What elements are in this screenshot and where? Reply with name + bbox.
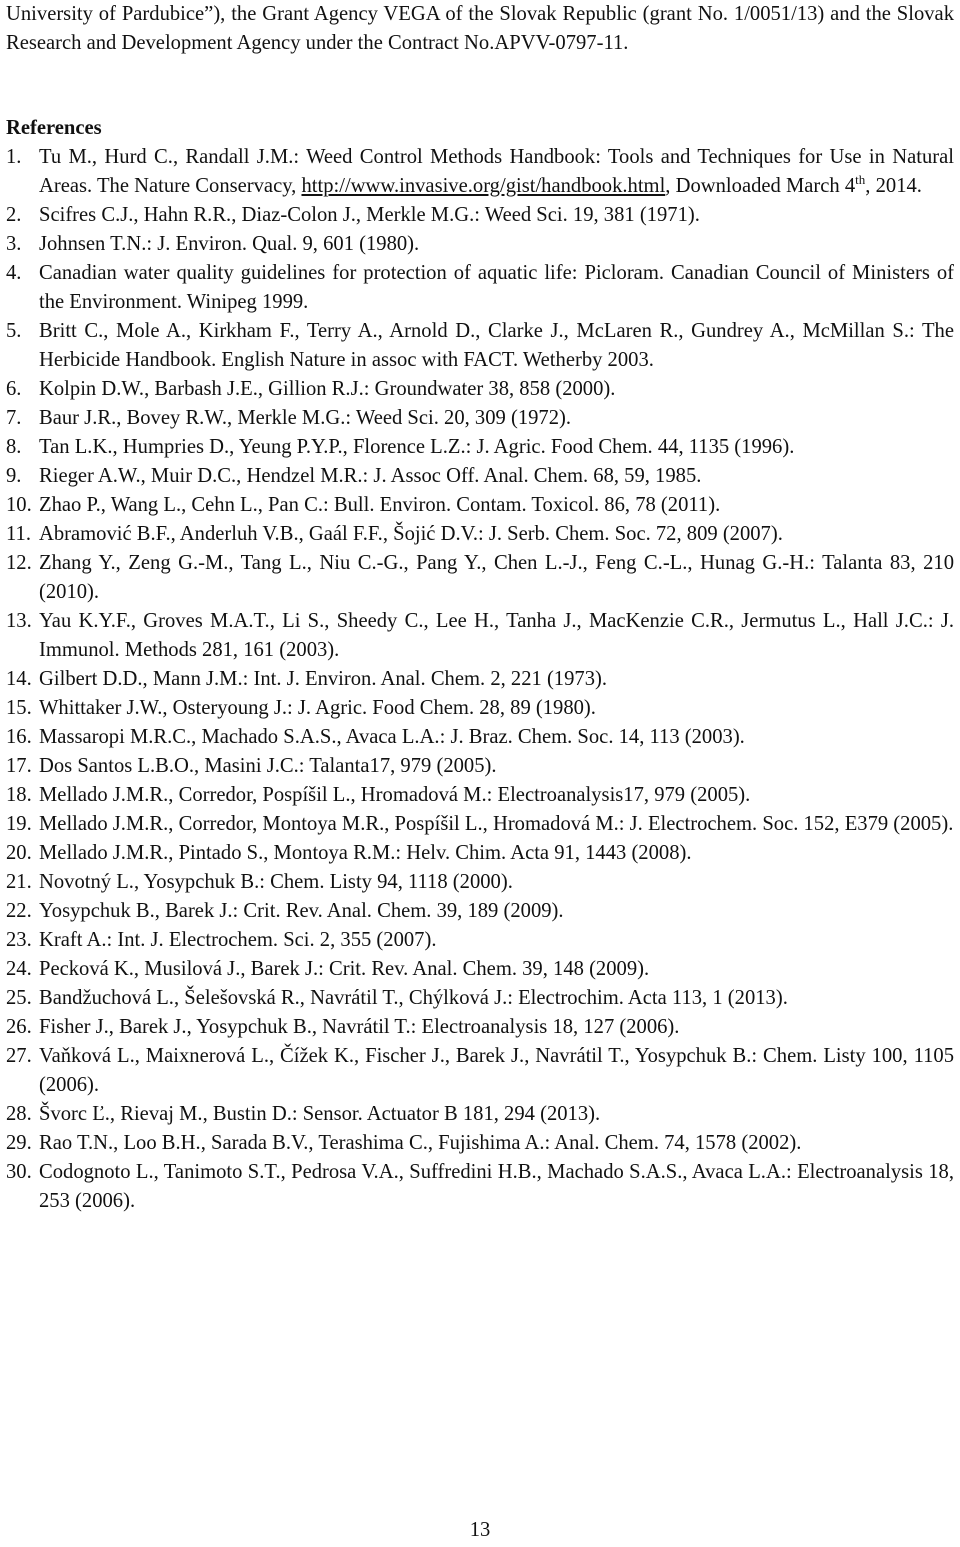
reference-number: 19. (6, 813, 32, 835)
reference-item (6, 317, 954, 375)
reference-number: 9. (6, 465, 22, 487)
reference-text: Tu M., Hurd C., Randall J.M.: Weed Control Methods Handbook: Tools and Techniques for Use in Natural Areas. The Nature Conservacy, (39, 146, 954, 197)
reference-text: Scifres C.J., Hahn R.R., Diaz-Colon J., Merkle M.G.: Weed Sci. 19, 381 (1971). (39, 204, 700, 226)
reference-text: Whittaker J.W., Osteryoung J.: J. Agric. Food Chem. 28, 89 (1980). (39, 697, 596, 719)
reference-number: 28. (6, 1103, 32, 1125)
reference-text: Britt C., Mole A., Kirkham F., Terry A., Arnold D., Clarke J., McLaren R., Gundrey A., McMillan S.: The Herbicide Handbook. English Nature in assoc with FACT. Wetherby 2003. (39, 320, 954, 371)
reference-number: 25. (6, 987, 32, 1009)
reference-item (6, 723, 954, 752)
reference-item (6, 781, 954, 810)
reference-item (6, 520, 954, 549)
reference-item (6, 897, 954, 926)
reference-text: Rieger A.W., Muir D.C., Hendzel M.R.: J. Assoc Off. Anal. Chem. 68, 59, 1985. (39, 465, 702, 487)
reference-item (6, 375, 954, 404)
reference-number: 20. (6, 842, 32, 864)
reference-text: Mellado J.M.R., Pintado S., Montoya R.M.: Helv. Chim. Acta 91, 1443 (2008). (39, 842, 692, 864)
reference-item (6, 810, 954, 839)
reference-number: 8. (6, 436, 22, 458)
reference-item (6, 694, 954, 723)
reference-text: Canadian water quality guidelines for protection of aquatic life: Picloram. Canadian Council of Ministers of the Environment. Winipeg 1999. (39, 262, 954, 313)
reference-text: Abramović B.F., Anderluh V.B., Gaál F.F., Šojić D.V.: J. Serb. Chem. Soc. 72, 809 (2007). (39, 523, 783, 545)
reference-number: 10. (6, 494, 32, 516)
reference-text: Rao T.N., Loo B.H., Sarada B.V., Terashima C., Fujishima A.: Anal. Chem. 74, 1578 (2002). (39, 1132, 802, 1154)
reference-text: Pecková K., Musilová J., Barek J.: Crit. Rev. Anal. Chem. 39, 148 (2009). (39, 958, 650, 980)
reference-item (6, 665, 954, 694)
reference-number: 15. (6, 697, 32, 719)
ordinal-suffix: th (855, 172, 866, 188)
reference-text: Švorc Ľ., Rievaj M., Bustin D.: Sensor. Actuator B 181, 294 (2013). (39, 1103, 601, 1125)
reference-text: Novotný L., Yosypchuk B.: Chem. Listy 94, 1118 (2000). (39, 871, 513, 893)
reference-text: Bandžuchová L., Šelešovská R., Navrátil T., Chýlková J.: Electrochim. Acta 113, 1 (2013). (39, 987, 788, 1009)
reference-item (6, 201, 954, 230)
reference-number: 13. (6, 610, 32, 632)
reference-number: 1. (6, 146, 22, 168)
reference-number: 27. (6, 1045, 32, 1067)
reference-item (6, 984, 954, 1013)
reference-number: 22. (6, 900, 32, 922)
reference-item (6, 549, 954, 607)
reference-item (6, 462, 954, 491)
reference-item (6, 868, 954, 897)
reference-number: 17. (6, 755, 32, 777)
page-number: 13 (469, 1519, 491, 1541)
reference-text: Mellado J.M.R., Corredor, Pospíšil L., Hromadová M.: Electroanalysis17, 979 (2005). (39, 784, 751, 806)
reference-number: 30. (6, 1161, 32, 1183)
reference-item (6, 1042, 954, 1100)
reference-number: 18. (6, 784, 32, 806)
reference-text: Kolpin D.W., Barbash J.E., Gillion R.J.: Groundwater 38, 858 (2000). (39, 378, 616, 400)
reference-number: 26. (6, 1016, 32, 1038)
reference-item (6, 143, 954, 201)
reference-item (6, 839, 954, 868)
reference-list (6, 143, 954, 1216)
reference-text: Kraft A.: Int. J. Electrochem. Sci. 2, 355 (2007). (39, 929, 437, 951)
reference-text: Dos Santos L.B.O., Masini J.C.: Talanta17, 979 (2005). (39, 755, 497, 777)
reference-item (6, 1013, 954, 1042)
reference-item (6, 955, 954, 984)
reference-text: Yau K.Y.F., Groves M.A.T., Li S., Sheedy C., Lee H., Tanha J., MacKenzie C.R., Jermutus L., Hall J.C.: J. Immunol. Methods 281, 161 (2003). (39, 610, 954, 661)
reference-text: Zhao P., Wang L., Cehn L., Pan C.: Bull. Environ. Contam. Toxicol. 86, 78 (2011). (39, 494, 721, 516)
reference-text: Tan L.K., Humpries D., Yeung P.Y.P., Florence L.Z.: J. Agric. Food Chem. 44, 1135 (1996). (39, 436, 795, 458)
reference-number: 24. (6, 958, 32, 980)
reference-number: 7. (6, 407, 22, 429)
reference-text: Johnsen T.N.: J. Environ. Qual. 9, 601 (1980). (39, 233, 420, 255)
reference-number: 21. (6, 871, 32, 893)
reference-link[interactable]: http://www.invasive.org/gist/handbook.html (301, 175, 666, 197)
reference-text: Fisher J., Barek J., Yosypchuk B., Navrátil T.: Electroanalysis 18, 127 (2006). (39, 1016, 680, 1038)
reference-text: Mellado J.M.R., Corredor, Montoya M.R., Pospíšil L., Hromadová M.: J. Electrochem. Soc. 152, E379 (2005). (39, 813, 954, 835)
reference-text-end: , 2014. (865, 175, 922, 197)
reference-item (6, 926, 954, 955)
reference-number: 16. (6, 726, 32, 748)
reference-number: 23. (6, 929, 32, 951)
reference-number: 11. (6, 523, 31, 545)
reference-item (6, 230, 954, 259)
reference-number: 6. (6, 378, 22, 400)
reference-item (6, 259, 954, 317)
reference-text: Vaňková L., Maixnerová L., Čížek K., Fischer J., Barek J., Navrátil T., Yosypchuk B.: Chem. Listy 100, 1105 (2006). (39, 1045, 954, 1096)
reference-item (6, 1129, 954, 1158)
reference-number: 3. (6, 233, 22, 255)
reference-text: Yosypchuk B., Barek J.: Crit. Rev. Anal. Chem. 39, 189 (2009). (39, 900, 564, 922)
references-heading: References (6, 117, 102, 139)
reference-number: 4. (6, 262, 22, 284)
reference-text: Codognoto L., Tanimoto S.T., Pedrosa V.A., Suffredini H.B., Machado S.A.S., Avaca L.A.: Electroanalysis 18, 253 (2006). (39, 1161, 954, 1212)
reference-text-tail: , Downloaded March 4 (665, 175, 856, 197)
reference-number: 12. (6, 552, 32, 574)
reference-item (6, 607, 954, 665)
acknowledgement-paragraph: University of Pardubice”), the Grant Agency VEGA of the Slovak Republic (grant No. 1/0051/13) and the Slovak Research and Development Agency under the Contract No.APVV-0797-11. (6, 3, 954, 54)
reference-number: 14. (6, 668, 32, 690)
reference-item (6, 752, 954, 781)
reference-text: Massaropi M.R.C., Machado S.A.S., Avaca L.A.: J. Braz. Chem. Soc. 14, 113 (2003). (39, 726, 745, 748)
reference-item (6, 404, 954, 433)
reference-item (6, 433, 954, 462)
reference-text: Zhang Y., Zeng G.-M., Tang L., Niu C.-G., Pang Y., Chen L.-J., Feng C.-L., Hunag G.-H.: Talanta 83, 210 (2010). (39, 552, 954, 603)
reference-item (6, 1100, 954, 1129)
reference-text: Gilbert D.D., Mann J.M.: Int. J. Environ. Anal. Chem. 2, 221 (1973). (39, 668, 607, 690)
reference-number: 5. (6, 320, 22, 342)
reference-number: 2. (6, 204, 22, 226)
reference-number: 29. (6, 1132, 32, 1154)
reference-text: Baur J.R., Bovey R.W., Merkle M.G.: Weed Sci. 20, 309 (1972). (39, 407, 572, 429)
reference-item (6, 491, 954, 520)
reference-item (6, 1158, 954, 1216)
